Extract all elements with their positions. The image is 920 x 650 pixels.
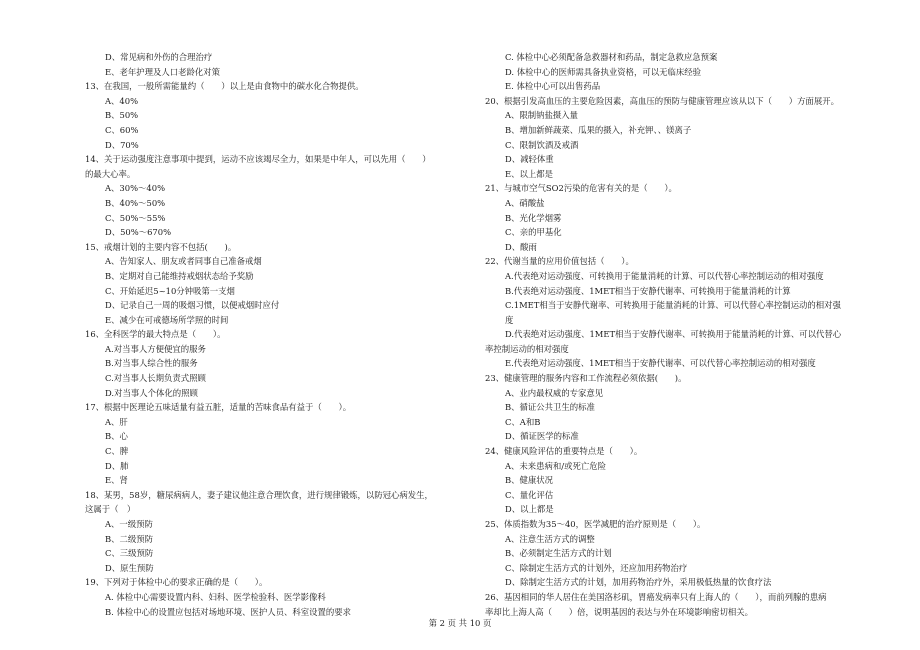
option-line: E、以上都是: [505, 168, 553, 179]
option-line: B.对当事人综合性的服务: [105, 358, 198, 369]
option-line: B.代表绝对运动强度、1MET相当于安静代谢率、可转换用于能量消耗的计算: [505, 285, 791, 296]
option-line: A.代表绝对运动强度、可转换用于能量消耗的计算、可以代替心率控制运动的相对强度: [505, 270, 824, 281]
continuation-line: 度: [505, 314, 514, 325]
option-line: D、除制定生活方式的计划，加用药物治疗外，采用极低热量的饮食疗法: [505, 577, 772, 588]
option-line: D、循证医学的标准: [505, 431, 579, 442]
question-line: 13、在我国，一般所需能量约（ ）以上是由食物中的碳水化合物提供。: [85, 81, 364, 92]
question-line: 22、代谢当量的应用价值包括（ ）。: [485, 256, 634, 267]
option-line: D.代表绝对运动强度、1MET相当于安静代谢率、可转换用于能量消耗的计算、可以代替心: [505, 329, 842, 340]
option-line: A、硝酸盐: [505, 197, 545, 208]
question-line: 26、基因相同的华人居住在美国洛杉矶，胃癌发病率只有上海人的（ ），而前列腺的患病: [485, 591, 827, 602]
option-line: B. 体检中心的设置应包括对场地环境、医护人员、科室设置的要求: [105, 606, 351, 617]
option-line: A.对当事人方便便宜的服务: [105, 343, 206, 354]
option-line: D、肺: [105, 460, 129, 471]
continuation-line: 这属于（ ）: [85, 504, 136, 515]
option-line: D、酸雨: [505, 241, 537, 252]
option-line: B、50%: [105, 110, 139, 121]
option-line: D、以上都是: [505, 504, 554, 515]
question-line: 24、健康风险评估的重要特点是（ ）。: [485, 446, 643, 457]
question-line: 15、戒烟计划的主要内容不包括( )。: [85, 241, 237, 252]
option-line: A、业内最权威的专家意见: [505, 387, 604, 398]
option-line: A、未来患病和/或死亡危险: [505, 460, 606, 471]
option-line: B、二级预防: [105, 533, 154, 544]
option-line: C、三级预防: [105, 548, 154, 559]
option-line: E、肾: [105, 475, 128, 486]
option-line: C.1MET相当于安静代谢率、可转换用于能量消耗的计算、可以代替心率控制运动的相对强: [505, 300, 841, 311]
question-line: 23、健康管理的服务内容和工作流程必须依据( )。: [485, 373, 687, 384]
option-line: C、60%: [105, 124, 139, 135]
page-footer: 第 2 页 共 10 页: [428, 618, 492, 628]
left-column: [85, 50, 465, 619]
option-line: A、40%: [105, 95, 139, 106]
question-line: 19、下列对于体检中心的要求正确的是（ ）。: [85, 577, 268, 588]
option-line: C、限制饮酒及戒酒: [505, 139, 579, 150]
continuation-line: 的最大心率。: [85, 168, 136, 179]
question-line: 18、某男，58岁，糖尿病病人，妻子建议他注意合理饮食，进行规律锻炼，以防冠心病发生，: [85, 489, 433, 500]
question-line: 17、根据中医理论五味适量有益五脏，适量的苦味食品有益于（ ）。: [85, 402, 352, 413]
option-line: D.对当事人个体化的照顾: [105, 387, 198, 398]
option-line: C、A和B: [505, 416, 541, 427]
option-line: D. 体检中心的医师需具备执业资格，可以无临床经验: [505, 66, 701, 77]
option-line: C.对当事人长期负责式照顾: [105, 373, 206, 384]
option-line: B、定期对自己能维持戒烟状态给予奖励: [105, 270, 254, 281]
option-line: C、脾: [105, 446, 129, 457]
option-line: E.代表绝对运动强度、1MET相当于安静代谢率、可以代替心率控制运动的相对强度: [505, 358, 816, 369]
option-line: C、除制定生活方式的计划外，还应加用药物治疗: [505, 562, 688, 573]
option-line: B、光化学烟雾: [505, 212, 562, 223]
option-line: A. 体检中心需要设置内科、妇科、医学检验科、医学影像科: [105, 591, 326, 602]
option-line: B、增加新鲜蔬菜、瓜果的摄入，补充钾、、镁离子: [505, 124, 692, 135]
option-line: A、30%～40%: [105, 183, 166, 194]
option-line: E. 体检中心可以出售药品: [505, 81, 601, 92]
option-line: C、50%～55%: [105, 212, 166, 223]
option-line: D、记录自己一周的吸烟习惯，以便戒烟时应付: [105, 300, 280, 311]
option-line: A、告知家人、朋友或者同事自己准备戒烟: [105, 256, 262, 267]
option-line: C、量化评估: [505, 489, 554, 500]
option-line: D、减轻体重: [505, 154, 554, 165]
option-line: D、常见病和外伤的合理治疗: [105, 52, 213, 62]
option-line: B、40%～50%: [105, 197, 166, 208]
option-line: D、原生预防: [105, 562, 154, 573]
question-line: 21、与城市空气SO2污染的危害有关的是（ ）。: [485, 183, 677, 194]
option-line: A、限制钠盐摄入量: [505, 110, 579, 121]
option-line: B、循证公共卫生的标准: [505, 402, 595, 413]
option-line: B、心: [105, 431, 128, 442]
option-line: B、健康状况: [505, 475, 554, 486]
question-line: 20、根据引发高血压的主要危险因素，高血压的预防与健康管理应该从以下（ ）方面展开。: [485, 95, 840, 106]
continuation-line: 率控制运动的相对强度: [485, 343, 569, 354]
continuation-line: 率却比上海人高（ ）倍，说明基因的表达与外在环境影响密切相关。: [485, 606, 753, 617]
right-column: [485, 50, 875, 619]
option-line: A、一级预防: [105, 519, 153, 529]
option-line: E、老年护理及人口老龄化对策: [105, 66, 220, 77]
option-line: D、50%～670%: [105, 227, 172, 238]
question-line: 16、全科医学的最大特点是（ ）。: [85, 329, 226, 340]
option-line: D、70%: [105, 139, 139, 150]
option-line: B、必须制定生活方式的计划: [505, 548, 612, 559]
option-line: A、肝: [105, 416, 128, 427]
option-line: C、开始延迟5~10分钟吸第一支烟: [105, 285, 235, 296]
question-line: 25、体质指数为35～40，医学减肥的治疗原则是（ ）。: [485, 519, 706, 529]
option-line: A、注意生活方式的调整: [505, 533, 595, 544]
option-line: C. 体检中心必须配备急救器材和药品，制定急救应急预案: [505, 52, 718, 62]
option-line: E、减少在可戒德场所学照的时间: [105, 314, 229, 325]
question-line: 14、关于运动强度注意事项中提到，运动不应该竭尽全力，如果是中年人，可以先用（ ）: [85, 154, 431, 165]
option-line: C、亲的甲基化: [505, 227, 562, 238]
